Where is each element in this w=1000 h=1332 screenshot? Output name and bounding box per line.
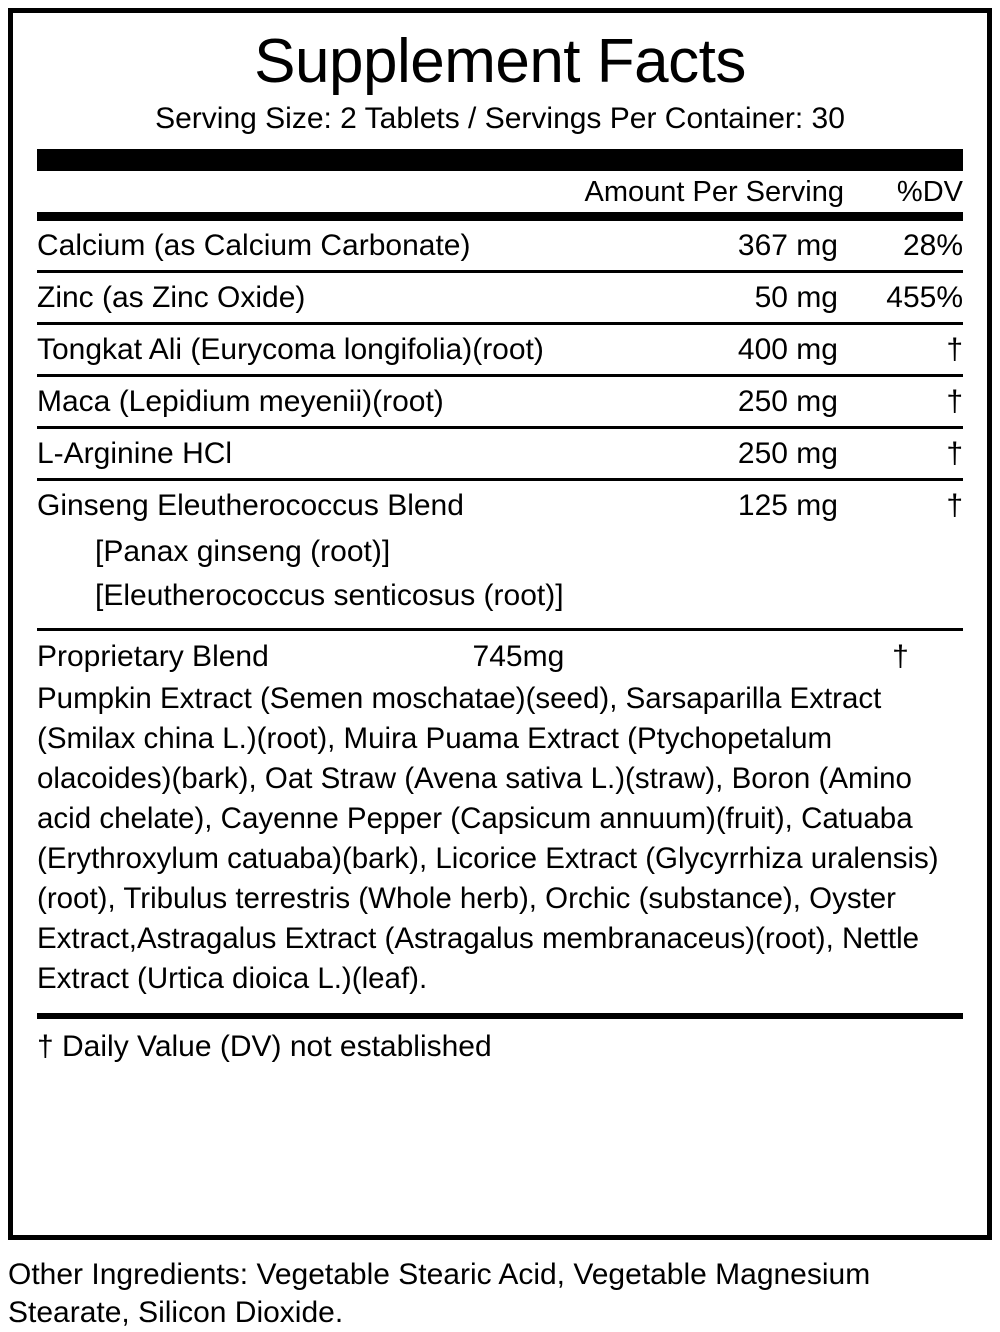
serving-size-line: Serving Size: 2 Tablets / Servings Per Container: 30 [155, 102, 845, 135]
nutrient-dv: 455% [886, 281, 963, 314]
nutrient-name: Ginseng Eleutherococcus Blend [37, 489, 464, 522]
proprietary-blend-ingredients: Pumpkin Extract (Semen moschatae)(seed), Sarsaparilla Extract (Smilax china L.)(root), Muira Puama Extract (Ptychopetalum olacoides)(bark), Oat Straw (Avena sativa L.)(straw), Boron (Amino acid chelate), Cayenne Pepper (Capsicum annuum)(fruit), Catuaba (Erythroxylum catuaba)(bark), Licorice Extract (Glycyrrhiza uralensis)(root), Tribulus terrestris (Whole herb), Orchic (substance), Oyster Extract,Astragalus Extract (Astragalus membranaceus)(root), Nettle Extract (Urtica dioica L.)(leaf). [37, 682, 939, 995]
nutrient-amount: 50 mg [754, 281, 838, 314]
header-percent-dv: %DV [896, 176, 963, 208]
nutrient-amount: 250 mg [737, 437, 838, 470]
daily-value-note: † Daily Value (DV) not established [37, 1030, 492, 1063]
nutrient-name: Calcium (as Calcium Carbonate) [37, 229, 471, 262]
nutrient-name: Maca (Lepidium meyenii)(root) [37, 385, 444, 418]
ginseng-sub-line-eleutherococcus: [Eleutherococcus senticosus (root)] [95, 579, 564, 612]
column-headers [37, 171, 963, 212]
nutrient-dv: † [946, 385, 963, 418]
nutrient-dv: † [946, 333, 963, 366]
nutrient-dv: † [946, 437, 963, 470]
nutrient-amount: 250 mg [737, 385, 838, 418]
divider-thick-top [37, 149, 963, 171]
nutrient-amount: 125 mg [737, 489, 838, 522]
nutrient-name: Zinc (as Zinc Oxide) [37, 281, 306, 314]
nutrient-name: L-Arginine HCl [37, 437, 233, 470]
nutrient-row-tongkat-ali [37, 325, 963, 374]
ginseng-sub-line-panax: [Panax ginseng (root)] [95, 535, 391, 568]
nutrient-amount: 367 mg [737, 229, 838, 262]
nutrient-row-ginseng-blend [37, 481, 963, 530]
divider-under-headers [37, 212, 963, 221]
proprietary-blend-dv: † [892, 640, 909, 673]
nutrient-row-l-arginine [37, 429, 963, 478]
page-title: Supplement Facts [254, 27, 746, 96]
nutrient-name: Tongkat Ali (Eurycoma longifolia)(root) [37, 333, 544, 366]
proprietary-blend-amount: 745mg [472, 640, 565, 673]
nutrient-dv: 28% [902, 229, 963, 262]
other-ingredients: Other Ingredients: Vegetable Stearic Acid, Vegetable Magnesium Stearate, Silicon Dioxide. [8, 1258, 871, 1329]
label-panel [8, 8, 992, 1240]
nutrient-dv: † [946, 489, 963, 522]
proprietary-blend-row [37, 631, 963, 677]
nutrient-row-calcium [37, 221, 963, 270]
proprietary-blend-name: Proprietary Blend [37, 640, 269, 673]
header-amount-per-serving: Amount Per Serving [584, 176, 844, 208]
nutrient-row-zinc [37, 273, 963, 322]
nutrient-amount: 400 mg [737, 333, 838, 366]
nutrient-row-maca [37, 377, 963, 426]
